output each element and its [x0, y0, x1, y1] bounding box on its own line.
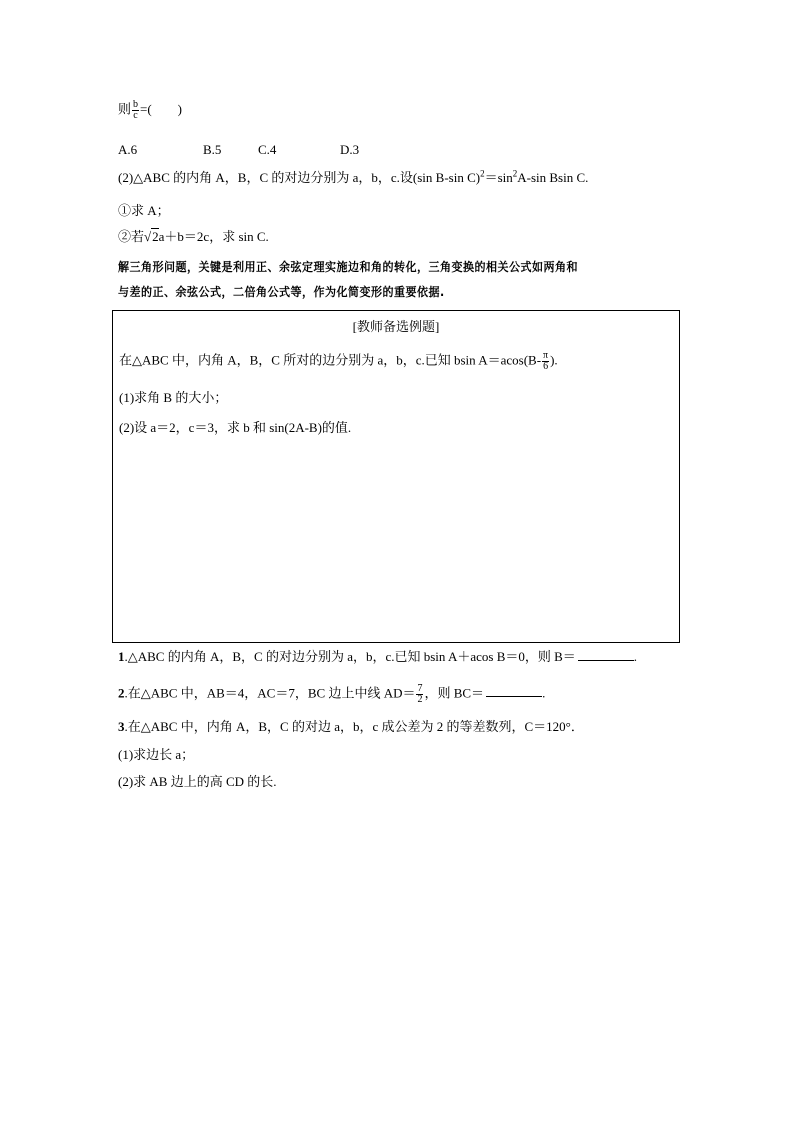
pi-over-six-fraction: $\frac{\pi}{6}$ [543, 350, 549, 372]
exercise-3-part2: (2)求 AB 边上的高 CD 的长. [118, 774, 277, 789]
q1-suffix: =( ) [140, 101, 183, 117]
exercise-2: 2.在△ABC 中，AB＝4，AC＝7，BC 边上中线 AD＝ $\frac{7}{2}$ ，则 BC＝ . [118, 683, 546, 705]
option-b: B.5 [203, 142, 222, 157]
exercise-3: 3.在△ABC 中，内角 A，B，C 的对边 a，b，c 成公差为 2 的等差数列，C＝120°． [118, 719, 584, 734]
sqrt-symbol: √2 [144, 229, 159, 244]
q2-part1: ①求 A； [118, 203, 170, 218]
q1-fraction: $\frac{b}{c}$ [133, 99, 139, 121]
answer-blank [486, 684, 542, 697]
seven-over-two-fraction: $\frac{7}{2}$ [417, 683, 423, 705]
answer-blank [578, 648, 634, 661]
teacher-example-part2: (2)设 a＝2，c＝3，求 b 和 sin(2A-B)的值. [119, 420, 352, 435]
q2-part2: ②若√2a＋b＝2c，求 sin C. [118, 229, 269, 244]
teacher-example-stem: 在△ABC 中，内角 A，B，C 所对的边分别为 a，b，c.已知 bsin A＝acos(B- $\frac{\pi}{6}$ ). [119, 350, 558, 372]
option-c: C.4 [258, 142, 277, 157]
exercise-3-part1: (1)求边长 a； [118, 747, 195, 762]
teacher-example-box [112, 310, 680, 643]
exercise-1: 1.△ABC 的内角 A，B，C 的对边分别为 a，b，c.已知 bsin A＋acos B＝0，则 B＝ . [118, 649, 638, 664]
q1-stem [118, 100, 182, 121]
method-tip-line1: 解三角形问题，关键是利用正、余弦定理实施边和角的转化，三角变换的相关公式如两角和 [118, 260, 579, 274]
q2-stem: (2)△ABC 的内角 A，B，C 的对边分别为 a，b，c.设(sin B-sin $C)^2=\sin^2A-\sin$ Bsin C. [118, 168, 589, 185]
method-tip-line2: 与差的正、余弦公式，二倍角公式等，作为化简变形的重要依据. [118, 285, 445, 299]
teacher-example-title: [教师备选例题] [352, 319, 440, 334]
option-d: D.3 [340, 142, 360, 157]
q1-prefix: 则 [118, 101, 132, 117]
teacher-example-part1: (1)求角 B 的大小； [119, 390, 228, 405]
option-a: A.6 [118, 142, 138, 157]
